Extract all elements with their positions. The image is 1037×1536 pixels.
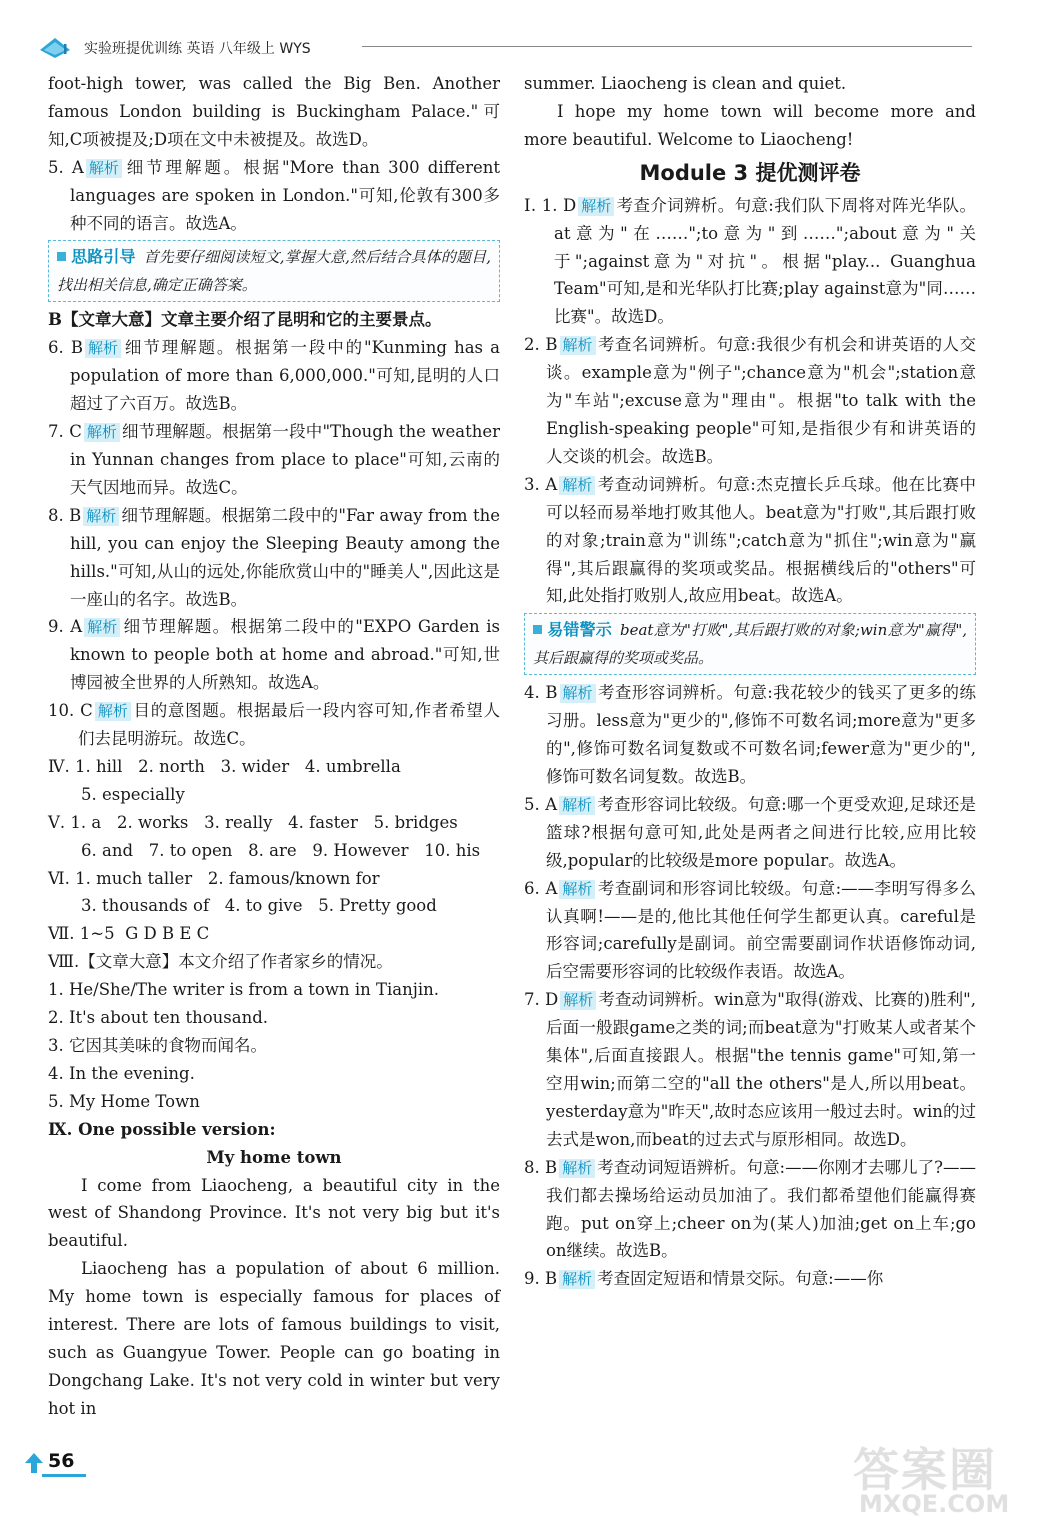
- answer-number: 8. B: [48, 505, 82, 525]
- square-icon: [57, 252, 66, 261]
- answer-number: 6. B: [48, 338, 84, 358]
- box-title: [533, 620, 612, 639]
- box-title-text: 易错警示: [547, 620, 612, 640]
- answer-line: Ⅵ. 1. much taller 2. famous/known for: [48, 868, 380, 888]
- analysis-tag: 解析: [560, 336, 596, 355]
- answer-number: 7. D: [524, 990, 559, 1010]
- box-text: beat意为"打败",其后跟打败的对象;win意为"赢得",其后跟赢得的奖项或奖品。: [533, 621, 967, 668]
- essay-paragraph: Liaocheng has a population of about 6 million. My home town is especially famous for places of interest. There are lots of famous buildings to visit, such as Guangyue Tower. People can go boating in Dongchang Lake. It's not very cold in winter but very hot in: [48, 1259, 500, 1418]
- answer-line: 4. In the evening.: [48, 1063, 195, 1083]
- answer-line: 6. and 7. to open 8. are 9. However 10. his: [81, 840, 481, 860]
- square-icon: [533, 625, 542, 634]
- page-number: [24, 1448, 86, 1478]
- answer-text: 目的意图题。根据最后一段内容可知,作者希望人们去昆明游玩。故选C。: [78, 701, 500, 749]
- analysis-tag: 解析: [559, 796, 595, 815]
- page-number-text: 56: [48, 1450, 75, 1472]
- answer-number: 6. A: [524, 878, 558, 898]
- answer-item: [48, 613, 500, 697]
- answer-item: [524, 1265, 976, 1293]
- arrow-up-icon: [24, 1452, 44, 1474]
- answer-text: 细节理解题。根据第一段中的"Kunming has a population of more than 6,000,000."可知,昆明的人口超过了六百万。故选B。: [70, 338, 500, 414]
- text-paragraph: foot-high tower, was called the Big Ben. Another famous London building is Buckingham Palace."可知,C项被提及;D项在文中未被提及。故选D。: [48, 74, 500, 149]
- answer-number: 2. B: [524, 335, 558, 355]
- answer-item: [524, 791, 976, 875]
- answer-line: Ⅳ. 1. hill 2. north 3. wider 4. umbrella: [48, 756, 401, 776]
- answer-line: 3. thousands of 4. to give 5. Pretty good: [81, 896, 437, 916]
- answer-line: Ⅶ. 1~5 G D B E C: [48, 924, 210, 944]
- page-number-underline: [42, 1474, 86, 1477]
- analysis-tag: 解析: [559, 1270, 595, 1289]
- essay-title: My home town: [206, 1147, 342, 1167]
- answer-number: Ⅰ. 1. D: [524, 195, 577, 215]
- analysis-tag: 解析: [86, 159, 122, 178]
- error-warning-box: [524, 613, 976, 675]
- analysis-tag: 解析: [95, 702, 131, 721]
- section-heading: Ⅸ. One possible version:: [48, 1119, 276, 1139]
- section-heading: Ⅷ.【文章大意】本文介绍了作者家乡的情况。: [48, 952, 393, 972]
- analysis-tag: 解析: [84, 423, 120, 442]
- answer-item: [524, 1154, 976, 1266]
- answer-item: [524, 875, 976, 987]
- analysis-tag: 解析: [559, 880, 595, 899]
- answer-text: 考查形容词辨析。句意:我花较少的钱买了更多的练习册。less意为"更少的",修饰不可数名词;more意为"更多的",修饰可数名词复数或不可数名词;fewer意为"更少的",修饰可数名词复数。故选B。: [546, 683, 976, 787]
- book-logo-icon: [38, 34, 72, 60]
- answer-text: 考查副词和形容词比较级。句意:——李明写得多么认真啊!——是的,他比其他任何学生都更认真。careful是形容词;carefully是副词。前空需要副词作状语修饰动词,后空需要形容词的比较级作表语。故选A。: [546, 878, 977, 982]
- answer-number: 5. A: [524, 794, 558, 814]
- answer-text: 考查动词辨析。win意为"取得(游戏、比赛的)胜利",后面一般跟game之类的词;而beat意为"打败某人或者某个集体",后面直接跟人。根据"the tennis game"可知,第一空用win;而第二空的"all the others"是人,所以用beat。yesterday意为"昨天",故时态应该用一般过去时。win的过去式是won,而beat的过去式与原形相同。故选D。: [546, 990, 977, 1149]
- essay-paragraph: summer. Liaocheng is clean and quiet.: [524, 74, 847, 93]
- analysis-tag: 解析: [559, 1159, 595, 1178]
- essay-paragraph: I come from Liaocheng, a beautiful city in the west of Shandong Province. It's not very big but it's beautiful.: [48, 1175, 500, 1251]
- answer-number: 5. A: [48, 157, 84, 177]
- answer-line: 5. especially: [81, 784, 185, 804]
- answer-text: 细节理解题。根据第二段中的"EXPO Garden is known to people both at home and abroad."可知,世博园被全世界的人所熟知。故选A。: [70, 617, 501, 693]
- answer-number: 8. B: [524, 1157, 558, 1177]
- answer-item: [524, 679, 976, 791]
- header-rule: [362, 46, 972, 47]
- answer-item: [48, 334, 500, 418]
- answer-text: 细节理解题。根据第二段中的"Far away from the hill, you can enjoy the Sleeping Beauty among the hills."可知,从山的远处,你能欣赏山中的"睡美人",因此这是一座山的名字。故选B。: [70, 505, 500, 609]
- analysis-tag: 解析: [559, 476, 595, 495]
- answer-line: 3. 它因其美味的食物而闻名。: [48, 1036, 267, 1055]
- analysis-tag: 解析: [85, 339, 121, 358]
- answer-text: 细节理解题。根据第一段中"Though the weather in Yunnan changes from place to place"可知,云南的天气因地而异。故选C。: [70, 422, 500, 497]
- answer-text: 考查形容词比较级。句意:哪一个更受欢迎,足球还是篮球?根据句意可知,此处是两者之间进行比较,应用比较级,popular的比较级是more popular。故选A。: [546, 794, 976, 870]
- answer-line: 1. He/She/The writer is from a town in Tianjin.: [48, 980, 440, 1000]
- watermark-text: 答案圈: [853, 1443, 997, 1497]
- answer-line: 5. My Home Town: [48, 1091, 200, 1111]
- analysis-tag: 解析: [84, 618, 120, 637]
- answer-item: [48, 418, 500, 502]
- answer-number: 7. C: [48, 422, 82, 442]
- thinking-guide-box: [48, 240, 500, 302]
- answer-text: 考查固定短语和情景交际。句意:——你: [597, 1269, 884, 1289]
- box-title: [57, 247, 136, 266]
- watermark-url: MXQE.COM: [859, 1490, 1010, 1518]
- answer-item: [48, 502, 500, 614]
- analysis-tag: 解析: [83, 507, 119, 526]
- answer-number: 3. A: [524, 474, 558, 494]
- answer-text: 细节理解题。根据"More than 300 different languages are spoken in London."可知,伦敦有300多种不同的语言。故选A。: [70, 157, 500, 233]
- answer-line: 2. It's about ten thousand.: [48, 1008, 269, 1028]
- answer-number: 4. B: [524, 683, 558, 703]
- answer-line: Ⅴ. 1. a 2. works 3. really 4. faster 5. bridges: [48, 812, 458, 832]
- box-text: 首先要仔细阅读短文,掌握大意,然后结合具体的题目,找出相关信息,确定正确答案。: [57, 248, 491, 295]
- answer-item: [48, 154, 500, 238]
- analysis-tag: 解析: [578, 197, 614, 216]
- answer-item: [524, 471, 976, 611]
- answer-number: 9. B: [524, 1269, 558, 1289]
- answer-text: 考查介词辨析。句意:我们队下周将对阵光华队。at意为"在……";to意为"到……";about意为"关于";against意为"对抗"。根据"play... Guanghua Team"可知,是和光华队打比赛;play against意为"同……比赛"。故选D。: [554, 195, 977, 327]
- analysis-tag: 解析: [560, 684, 596, 703]
- answer-text: 考查动词辨析。句意:杰克擅长乒乓球。他在比赛中可以轻而易举地打败其他人。beat意为"打败",其后跟打败的对象;train意为"训练";catch意为"抓住";win意为"赢得",其后跟赢得的奖项或奖品。根据横线后的"others"可知,此处指打败别人,故应用beat。故选A。: [546, 474, 976, 606]
- watermark: [853, 1434, 1023, 1526]
- essay-paragraph: I hope my home town will become more and more beautiful. Welcome to Liaocheng!: [524, 101, 976, 149]
- page-header: [32, 32, 972, 64]
- answer-item: [524, 192, 976, 332]
- answer-number: 10. C: [48, 701, 93, 721]
- box-title-text: 思路引导: [71, 247, 136, 267]
- answer-item: [48, 697, 500, 753]
- answer-text: 考查动词短语辨析。句意:——你刚才去哪儿了?——我们都去操场给运动员加油了。我们都希望他们能赢得赛跑。put on穿上;cheer on为(某人)加油;get on上车;go on继续。故选B。: [546, 1157, 976, 1261]
- analysis-tag: 解析: [560, 991, 596, 1010]
- module-title: Module 3 提优测评卷: [639, 160, 861, 185]
- answer-item: [524, 331, 976, 471]
- answer-text: 考查名词辨析。句意:我很少有机会和讲英语的人交谈。example意为"例子";chance意为"机会";station意为"车站";excuse意为"理由"。根据"to talk with the English-speaking people"可知,是指很少有和讲英语的人交谈的机会。故选B。: [546, 335, 976, 466]
- left-column: [48, 70, 500, 1423]
- section-heading: B【文章大意】文章主要介绍了昆明和它的主要景点。: [48, 310, 442, 330]
- answer-item: [524, 986, 976, 1153]
- answer-number: 9. A: [48, 617, 83, 637]
- header-title: 实验班提优训练 英语 八年级上 WYS: [84, 41, 311, 57]
- right-column: [524, 70, 976, 1293]
